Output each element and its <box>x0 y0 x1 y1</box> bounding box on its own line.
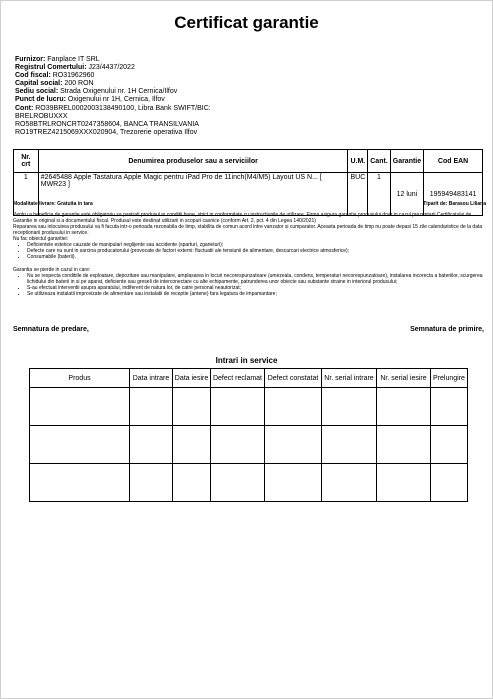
cont-line-2: BRELROBUXXX <box>15 112 68 120</box>
modalitate-livrare: Modalitate livrare: Gratuita in tara <box>13 201 93 207</box>
furnizor-line <box>15 56 485 64</box>
cell-um: BUC <box>348 173 368 216</box>
header-data-intrare: Data intrare <box>130 369 173 388</box>
header-prelungire: Prelungire <box>431 369 468 388</box>
tiparit-de: Tiparit de: Barasou Liliana <box>423 201 486 207</box>
cod-fiscal-value: RO31962960 <box>52 72 95 80</box>
supplier-info <box>15 56 485 137</box>
terms-reparare: Repararea sau inlocuirea produsului va fi facuta intr-o perioada rezonabila de timp, stabilita de comun acord intre vanzator si cumparator. Aceasta perioada de timp nu poate depasi 15 zile calendaristice de la data receptionarii produsului in service. <box>13 224 483 236</box>
cell-denumire: #2645488 Apple Tastatura Apple Magic pentru iPad Pro de 11inch(M4/M5) Layout US N... [ MWR23 ] <box>38 173 348 216</box>
list-item: • Consumabile (baterii). <box>27 254 485 260</box>
header-nr-crt: Nr. crt <box>14 150 39 173</box>
furnizor-value: Fanplace IT SRL <box>47 56 100 63</box>
capital-value: 200 RON <box>64 80 94 88</box>
table-row <box>14 173 483 216</box>
pierde-title: Garantia se pierde in cazul in care: <box>13 267 91 273</box>
list-item: • Nu se respecta conditiile de exploatare, depozitare sau manipulare, amplasarea in locuri necorespunzatoare (umezeala, condens, temperaturi necorespunzatoare), instalarea incorecta a bateriilor, scurgerea lichidului din baterii in si pe aparat, deficiente sau greseli de interconectare cu alte echipamente, patrunderea unor obiecte sau substante straine in interiorul produsului; <box>27 273 485 285</box>
punct-line <box>15 96 485 104</box>
service-entries-table <box>29 368 468 502</box>
semnatura-predare: Semnatura de predare, <box>13 326 89 333</box>
registrul-label: Registrul Comertului: <box>15 64 87 72</box>
capital-line <box>15 80 485 88</box>
header-denumire: Denumirea produselor sau a serviciilor <box>38 150 348 173</box>
pierde-list <box>13 273 485 297</box>
sediu-line <box>15 88 485 96</box>
table-row <box>30 464 468 502</box>
list-item: • Se utilizeaza instalatii improvizate de alimentare sau instalatii de receptie (antene) fara legatura de impamantare; <box>27 291 485 297</box>
cod-fiscal-line <box>15 72 485 80</box>
cell-cant: 1 <box>368 173 391 216</box>
list-item: • S-au efectuat interventii asupra aparatului, indiferent de natura lor, de catre personal neautorizat; <box>27 285 485 291</box>
warranty-terms <box>13 212 485 297</box>
intrari-title: Intrari in service <box>215 356 278 365</box>
registrul-value: J23/4437/2022 <box>88 64 135 72</box>
terms-intro: Pentru a beneficia de garantie este obligatoriu sa pastrati produsul in conditii bune, strict in conformitate cu instructiunile de utilizare. Firma asigura garantia produsului doar in cazul prezentarii Certificatului de Garantie in original si a documentului fiscal. Produsul este destinat utilizarii in scopuri casnice (conform Art. 2, pct. 4 din Legea 140/2021) <box>13 212 472 224</box>
table-row <box>30 426 468 464</box>
sediu-value: Strada Oxigenului nr. 1H Cernica/Ilfov <box>60 88 178 96</box>
document-title: Certificat garantie <box>174 13 319 32</box>
table-row <box>30 388 468 426</box>
cell-garantie: 12 luni <box>390 173 423 216</box>
cod-fiscal-label: Cod fiscal: <box>15 72 51 80</box>
cont-label: Cont: <box>15 104 34 112</box>
cont-line-3: RO58BTRLRONCRT0247358604, BANCA TRANSILVANIA <box>15 120 199 128</box>
header-serial-intrare: Nr. serial intrare <box>322 369 377 388</box>
furnizor-label: Furnizor: <box>15 56 46 63</box>
nu-fac-list <box>13 242 485 260</box>
list-item: • Defecte care nu sunt in sarcina producatorului (provocate de factori externi: fluctuatii ale tensiunii de alimentare, descarcari electrice atmosferice); <box>27 248 485 254</box>
header-defect-reclamat: Defect reclamat <box>211 369 265 388</box>
nu-fac-title: Nu fac obiectul garantiei: <box>13 236 69 242</box>
delivery-row <box>13 201 486 207</box>
products-header-row <box>14 150 483 173</box>
registrul-line <box>15 64 485 72</box>
header-cod-ean: Cod EAN <box>424 150 483 173</box>
cell-nr: 1 <box>14 173 39 216</box>
header-data-iesire: Data iesire <box>173 369 211 388</box>
intrari-header-row <box>30 369 468 388</box>
header-cant: Cant. <box>368 150 391 173</box>
cont-line <box>15 105 485 113</box>
cont-value: RO39BREL0002003138490100, Libra Bank SWIFT/BIC: <box>35 104 211 112</box>
punct-label: Punct de lucru: <box>15 96 66 104</box>
punct-value: Oxigenului nr 1H, Cernica, Ilfov <box>67 96 165 104</box>
capital-label: Capital social: <box>15 80 63 88</box>
cell-cod-ean: 195949483141 <box>424 173 483 216</box>
semnatura-primire: Semnatura de primire, <box>410 326 484 333</box>
header-garantie: Garantie <box>390 150 423 173</box>
header-um: U.M. <box>348 150 368 173</box>
list-item: • Deficientele estetice cauzate de manipulari neglijente sau accidente (sparturi, zgarieturi); <box>27 242 485 248</box>
header-defect-constatat: Defect constatat <box>265 369 322 388</box>
header-serial-iesire: Nr. serial iesire <box>377 369 431 388</box>
cont-line-4: RO19TREZ4215069XXX020904, Trezorerie operativa Ilfov <box>15 128 198 136</box>
header-produs: Produs <box>30 369 130 388</box>
sediu-label: Sediu social: <box>15 88 59 96</box>
